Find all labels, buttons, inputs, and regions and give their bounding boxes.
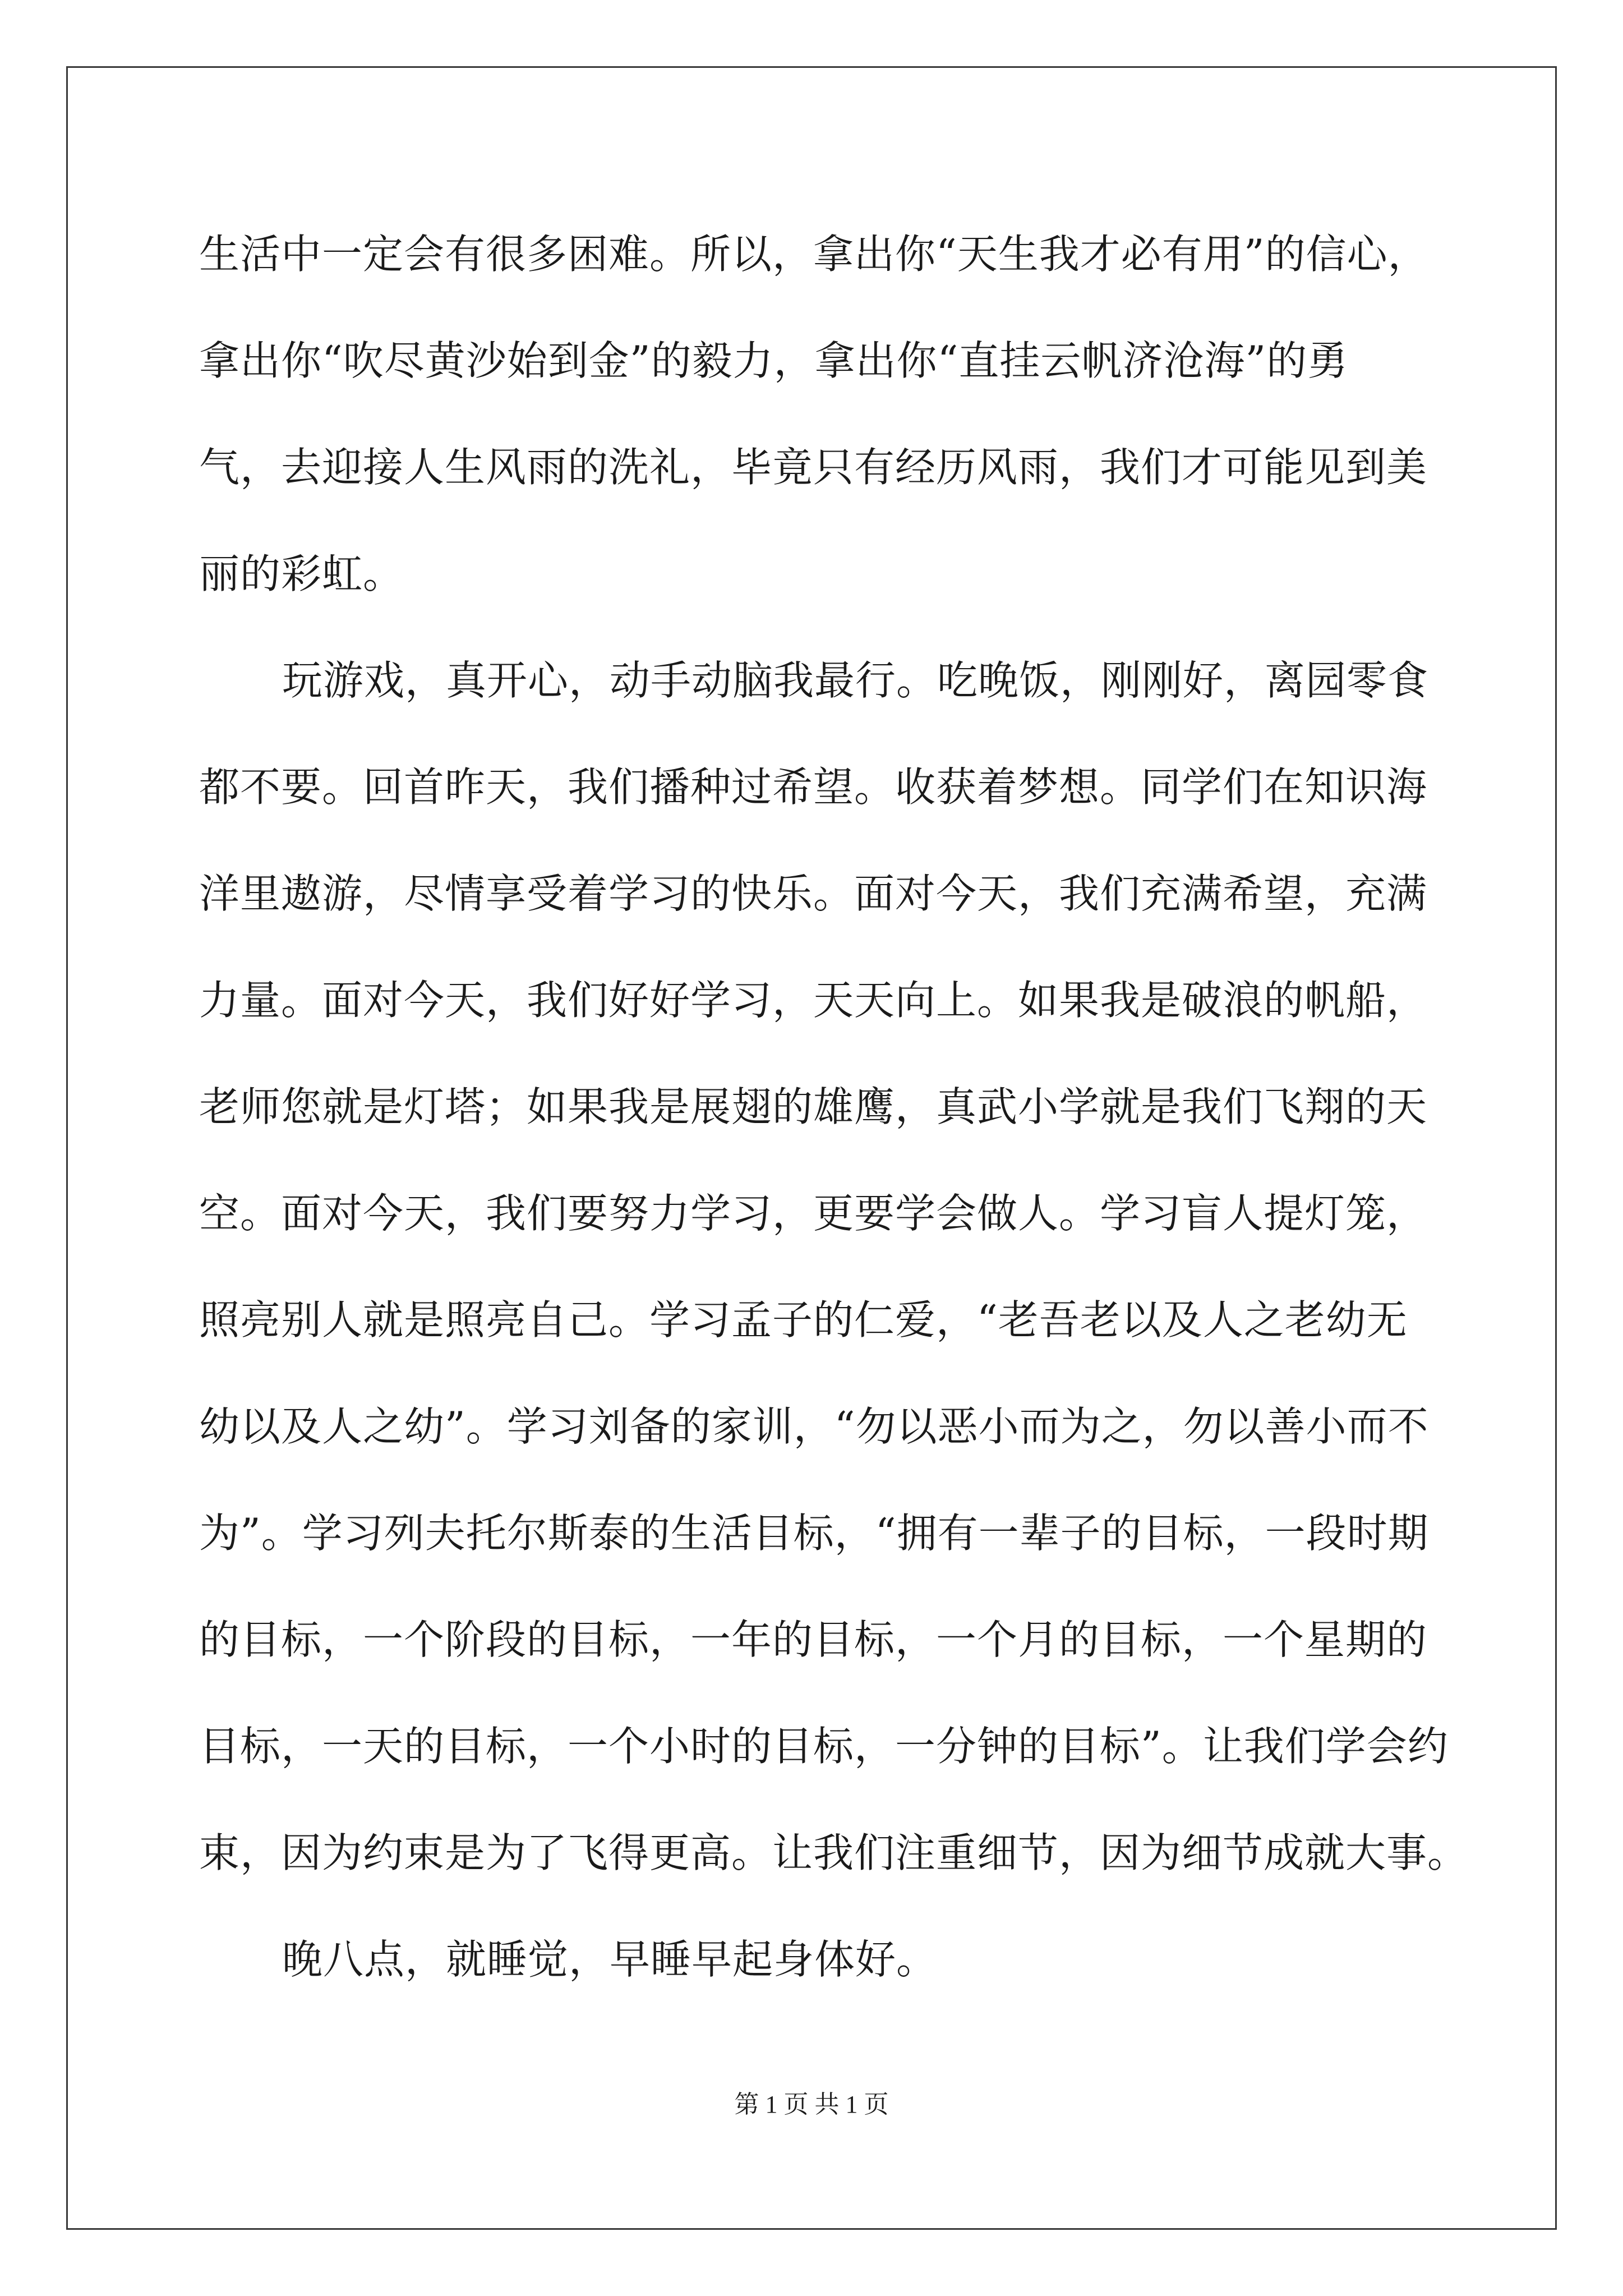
text-line: 洋里遨游，尽情享受着学习的快乐。面对今天，我们充满希望，充满 — [199, 870, 1428, 917]
text-line: 束，因为约束是为了飞得更高。让我们注重细节，因为细节成就大事。 — [199, 1829, 1469, 1876]
document-body — [199, 201, 1478, 2013]
text-line: 照亮别人就是照亮自己。学习孟子的仁爱，“老吾老以及人之老幼无 — [199, 1296, 1408, 1343]
text-line: 丽的彩虹。 — [199, 550, 404, 597]
page-number-footer: 第 1 页 共 1 页 — [734, 2091, 889, 2118]
text-line: 气，去迎接人生风雨的洗礼，毕竟只有经历风雨，我们才可能见到美 — [199, 444, 1428, 491]
text-line: 生活中一定会有很多困难。所以，拿出你“天生我才必有用”的信心， — [199, 231, 1429, 278]
text-line: 拿出你“吹尽黄沙始到金”的毅力，拿出你“直挂云帆济沧海”的勇 — [199, 337, 1349, 384]
text-line: 都不要。回首昨天，我们播种过希望。收获着梦想。同学们在知识海 — [199, 763, 1428, 811]
text-line: 的目标，一个阶段的目标，一年的目标，一个月的目标，一个星期的 — [199, 1616, 1428, 1663]
paragraph-start-line: 晚八点，就睡觉，早睡早起身体好。 — [282, 1936, 938, 1983]
text-line: 为”。学习列夫托尔斯泰的生活目标，“拥有一辈子的目标，一段时期 — [199, 1510, 1429, 1557]
paragraph-start-line: 玩游戏，真开心，动手动脑我最行。吃晚饭，刚刚好，离园零食 — [282, 657, 1429, 704]
text-line: 空。面对今天，我们要努力学习，更要学会做人。学习盲人提灯笼， — [199, 1190, 1428, 1237]
text-line: 力量。面对今天，我们好好学习，天天向上。如果我是破浪的帆船， — [199, 977, 1428, 1024]
text-line: 老师您就是灯塔；如果我是展翅的雄鹰，真武小学就是我们飞翔的天 — [199, 1083, 1428, 1130]
text-line: 目标，一天的目标，一个小时的目标，一分钟的目标”。让我们学会约 — [199, 1723, 1449, 1770]
text-line: 幼以及人之幼”。学习刘备的家训，“勿以恶小而为之，勿以善小而不 — [199, 1403, 1429, 1450]
